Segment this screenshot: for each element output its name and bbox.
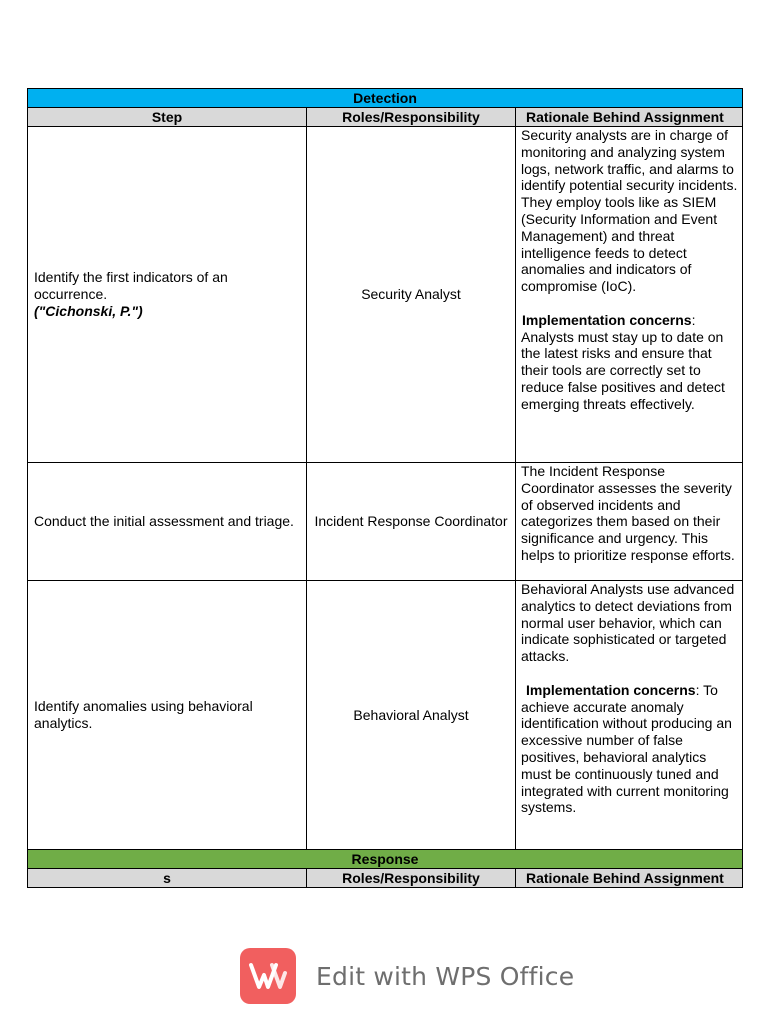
rationale-text: Behavioral Analysts use advanced analytics to detect deviations from normal user behavior, which can indicate sophisticated or targeted attacks. (521, 581, 735, 665)
rationale-text: Security analysts are in charge of monitoring and analyzing system logs, network traffic, and alarms to identify potential security incidents. They employ tools like as SIEM (Security Information and Event Management) and threat intelligence feeds to detect anomalies and indicators of compromise (IoC). (521, 127, 738, 295)
response-band-label: Response (28, 850, 743, 869)
rationale-cell (516, 127, 743, 463)
incident-response-table (27, 88, 743, 888)
concern-text: Analysts must stay up to date on the latest risks and ensure that their tools are correctly set to reduce false positives and detect emerging threats effectively. (521, 328, 725, 412)
step-cell: Conduct the initial assessment and triage. (28, 463, 307, 581)
role-cell: Security Analyst (307, 127, 516, 463)
header-rationale: Rationale Behind Assignment (516, 869, 743, 888)
rationale-text: The Incident Response Coordinator assesses the severity of observed incidents and categorizes them based on their significance and urgency. This helps to prioritize response efforts. (521, 463, 735, 563)
header-roles: Roles/Responsibility (307, 108, 516, 127)
table-row (28, 127, 743, 463)
header-rationale: Rationale Behind Assignment (516, 108, 743, 127)
implementation-concerns: Implementation concerns: To achieve accurate anomaly identification without producing an excessive number of false positives, behavioral analytics must be continuously tuned and integrated with current monitoring systems. (521, 681, 732, 816)
detection-header-row (28, 108, 743, 127)
table-row (28, 463, 743, 581)
wps-logo-icon[interactable] (240, 948, 296, 1004)
wps-edit-text[interactable]: Edit with WPS Office (316, 961, 575, 991)
wps-edit-banner[interactable] (240, 948, 574, 1004)
wps-w-glyph-icon (248, 961, 288, 991)
response-band (28, 850, 743, 869)
concern-label: Implementation concerns (522, 311, 692, 328)
implementation-concerns: Implementation concerns: Analysts must stay up to date on the latest risks and ensure that their tools are correctly set to reduce false positives and detect emerging threats effectively. (521, 311, 725, 412)
response-header-row (28, 869, 743, 888)
detection-band-label: Detection (28, 89, 743, 108)
role-cell: Behavioral Analyst (307, 581, 516, 850)
header-step: s (28, 869, 307, 888)
concern-label: Implementation concerns (526, 681, 696, 698)
step-cell (28, 127, 307, 463)
step-cell: Identify anomalies using behavioral analytics. (28, 581, 307, 850)
table-row (28, 581, 743, 850)
header-roles: Roles/Responsibility (307, 869, 516, 888)
concern-text: To achieve accurate anomaly identification without producing an excessive number of false positives, behavioral analytics must be continuously tuned and integrated with current monitoring systems. (521, 681, 732, 816)
rationale-cell (516, 581, 743, 850)
citation: ("Cichonski, P.") (34, 302, 143, 319)
role-cell: Incident Response Coordinator (307, 463, 516, 581)
step-text: Identify the first indicators of an occurrence. (34, 269, 228, 303)
detection-band (28, 89, 743, 108)
rationale-cell (516, 463, 743, 581)
header-step: Step (28, 108, 307, 127)
